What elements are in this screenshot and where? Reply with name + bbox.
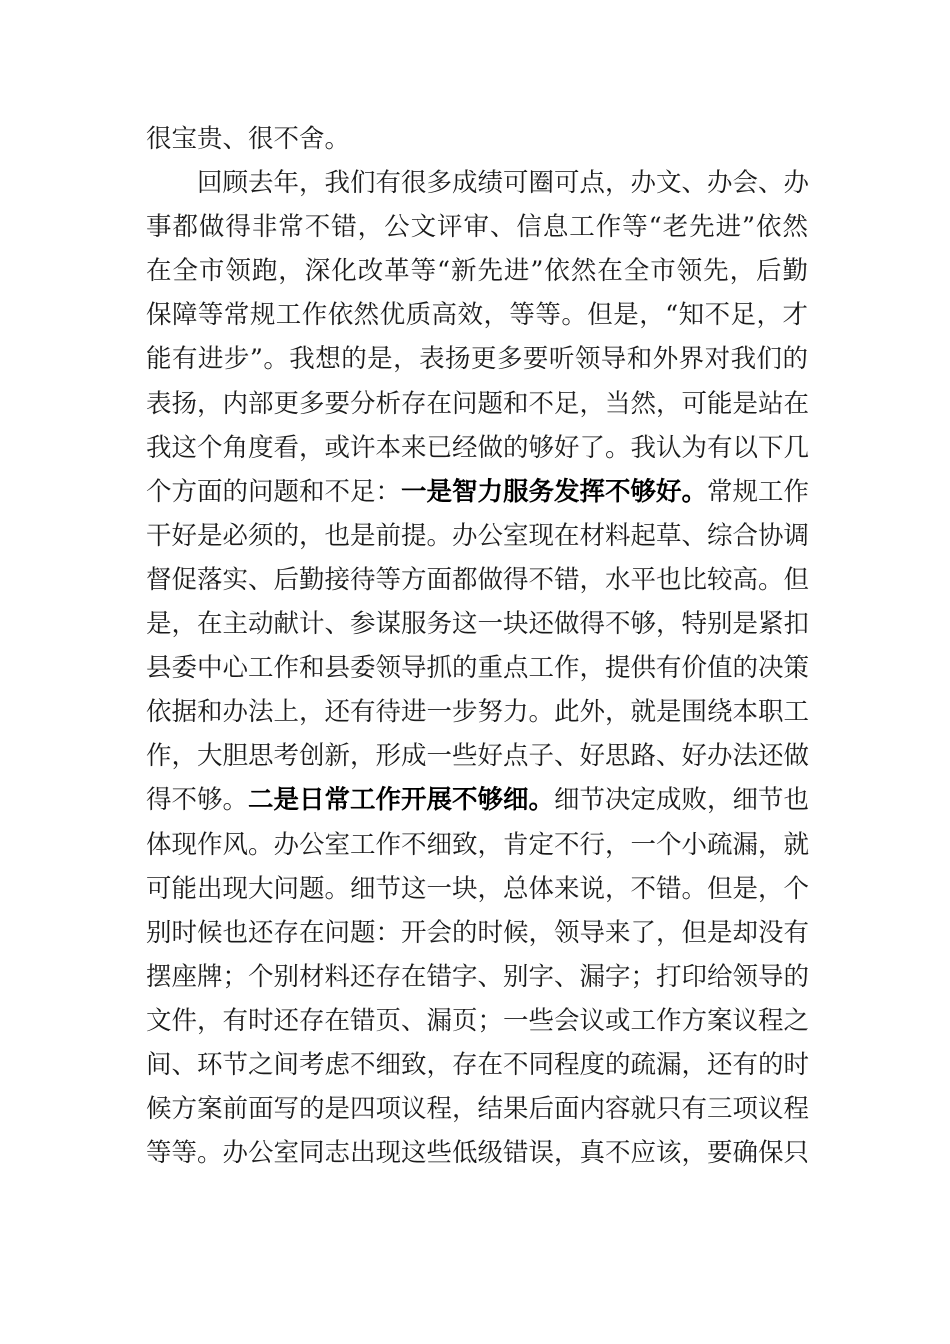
text-run: 个方面的问题和不足： xyxy=(146,476,402,507)
text-line xyxy=(146,293,808,337)
text-run: 常规工作 xyxy=(707,476,810,507)
text-line xyxy=(146,646,808,690)
text-line xyxy=(146,999,808,1043)
text-run: 很宝贵、很不舍。 xyxy=(146,124,351,154)
text-line xyxy=(146,1087,808,1131)
text-run: 可能出现大问题。细节这一块，总体来说，不错。但是，个 xyxy=(146,873,810,904)
text-line xyxy=(146,382,808,426)
text-run: 表扬，内部更多要分析存在问题和不足，当然，可能是站在 xyxy=(146,388,810,419)
text-line xyxy=(146,911,808,955)
text-line xyxy=(146,117,808,161)
text-run: 保障等常规工作依然优质高效，等等。但是，“知不足，才 xyxy=(146,300,808,331)
text-line xyxy=(146,514,808,558)
text-run: 事都做得非常不错，公文评审、信息工作等“老先进”依然 xyxy=(146,212,808,243)
text-line xyxy=(146,1131,808,1175)
text-run: 得不够。 xyxy=(146,785,249,816)
text-run: 干好是必须的，也是前提。办公室现在材料起草、综合协调 xyxy=(146,520,810,551)
text-run: 细节决定成败，细节也 xyxy=(554,785,810,816)
text-run: 等等。办公室同志出现这些低级错误，真不应该，要确保只 xyxy=(146,1138,810,1169)
text-run: 文件，有时还存在错页、漏页；一些会议或工作方案议程之 xyxy=(146,1005,810,1036)
text-run: 体现作风。办公室工作不细致，肯定不行，一个小疏漏，就 xyxy=(146,829,810,860)
text-run: 督促落实、后勤接待等方面都做得不错，水平也比较高。但 xyxy=(146,564,810,595)
text-line xyxy=(146,778,808,822)
text-line xyxy=(146,823,808,867)
text-line xyxy=(146,249,808,293)
text-line xyxy=(146,558,808,602)
text-run: 我这个角度看，或许本来已经做的够好了。我认为有以下几 xyxy=(146,432,810,463)
text-run: 依据和办法上，还有待进一步努力。此外，就是围绕本职工 xyxy=(146,697,810,728)
text-line xyxy=(146,1043,808,1087)
text-line xyxy=(146,337,808,381)
text-line xyxy=(146,426,808,470)
text-run: 在全市领跑，深化改革等“新先进”依然在全市领先，后勤 xyxy=(146,256,808,287)
text-line xyxy=(146,690,808,734)
text-run: 能有进步”。我想的是，表扬更多要听领导和外界对我们的 xyxy=(146,344,808,375)
text-line xyxy=(146,470,808,514)
text-line xyxy=(146,867,808,911)
text-run: 回顾去年，我们有很多成绩可圈可点，办文、办会、办 xyxy=(197,168,810,199)
text-run: 是，在主动献计、参谋服务这一块还做得不够，特别是紧扣 xyxy=(146,609,810,640)
bold-heading-two: 二是日常工作开展不够细。 xyxy=(248,785,555,816)
text-run: 别时候也还存在问题：开会的时候，领导来了，但是却没有 xyxy=(146,917,810,948)
text-run: 摆座牌；个别材料还存在错字、别字、漏字；打印给领导的 xyxy=(146,961,810,992)
text-run: 县委中心工作和县委领导抓的重点工作，提供有价值的决策 xyxy=(146,653,810,684)
text-line xyxy=(146,602,808,646)
body-text xyxy=(146,117,808,1175)
text-run: 间、环节之间考虑不细致，存在不同程度的疏漏，还有的时 xyxy=(146,1049,810,1080)
text-line xyxy=(146,734,808,778)
bold-heading-one: 一是智力服务发挥不够好。 xyxy=(401,476,708,507)
text-run: 作，大胆思考创新，形成一些好点子、好思路、好办法还做 xyxy=(146,741,810,772)
text-line xyxy=(146,955,808,999)
paragraph-first-line xyxy=(146,161,808,205)
text-run: 候方案前面写的是四项议程，结果后面内容就只有三项议程 xyxy=(146,1094,810,1125)
text-line xyxy=(146,205,808,249)
